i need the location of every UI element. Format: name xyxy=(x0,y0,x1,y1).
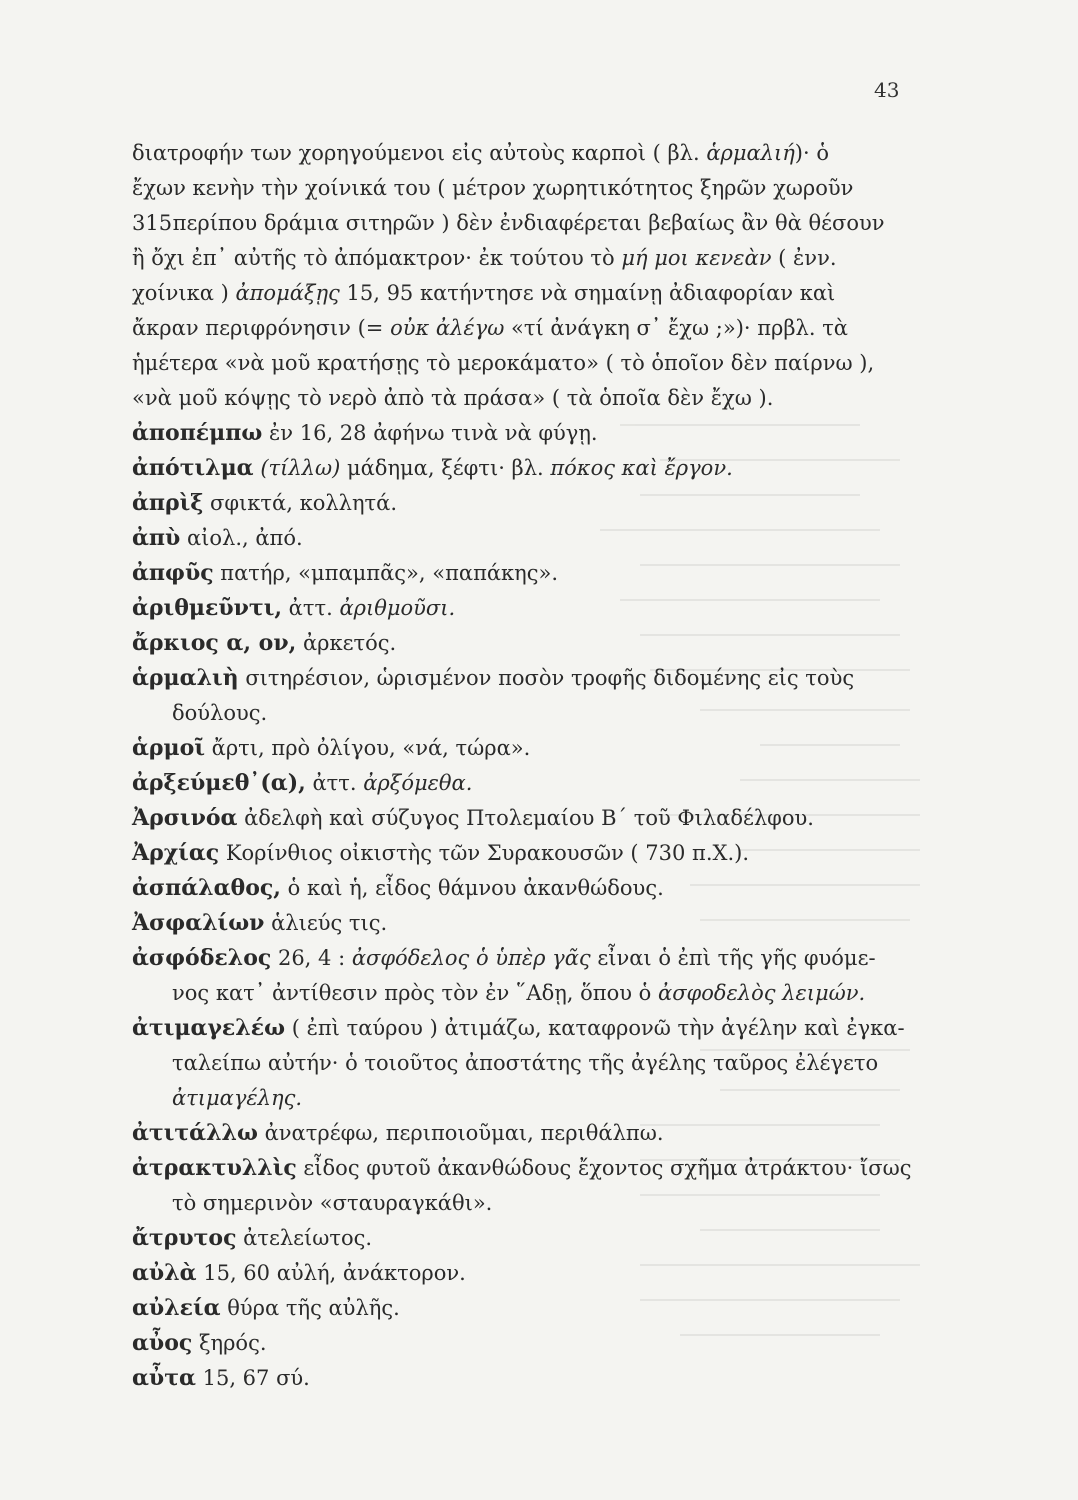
headword: αὖος xyxy=(132,1330,193,1356)
line-text: αἰολ., ἀπό. xyxy=(180,526,303,550)
italic-quote: ἀπομάξῃς xyxy=(235,281,340,305)
italic-quote: ἁρμαλιή xyxy=(706,141,795,165)
line-text: σφικτά, κολλητά. xyxy=(203,491,398,515)
line-text: δούλους. xyxy=(172,701,268,725)
headword: ἀπότιλμα xyxy=(132,455,254,481)
line-text: ὁ καὶ ἡ, εἶδος θάμνου ἀκανθώδους. xyxy=(280,876,664,900)
line-text: ἁλιεύς τις. xyxy=(264,911,388,935)
line-text: Κορίνθιος οἰκιστὴς τῶν Συρακουσῶν ( 730 π.Χ.). xyxy=(219,841,750,865)
line-text: νος κατ᾽ ἀντίθεσιν πρὸς τὸν ἐν ῞Αδῃ, ὅπου ὁ xyxy=(172,981,659,1005)
line-text: μάδημα, ξέφτι· βλ. xyxy=(340,456,551,480)
italic-quote: μή μοι κενεὰν xyxy=(621,246,772,270)
italic-quote: ἀριθμοῦσι. xyxy=(339,596,456,620)
headword: ἀτιτάλλω xyxy=(132,1120,258,1146)
headword: ἀπφῦς xyxy=(132,560,214,586)
text-line xyxy=(132,1153,911,1183)
text-line xyxy=(132,348,874,378)
line-text: τὸ σημερινὸν «σταυραγκάθι». xyxy=(172,1191,493,1215)
page-number: 43 xyxy=(874,78,900,102)
headword: ἁρμαλιὴ xyxy=(132,665,239,691)
line-text: ἀττ. xyxy=(282,596,340,620)
italic-quote: ἀσφοδελὸς λειμών. xyxy=(658,981,866,1005)
text-line xyxy=(132,488,397,518)
text-line xyxy=(132,173,853,203)
line-text: περίπου δράμια σιτηρῶν ) δὲν ἐνδιαφέρεται βεβαίως ἂν θὰ θέσουν xyxy=(166,211,885,235)
line-text: χοίνικα ) xyxy=(132,281,236,305)
italic-quote: πόκος καὶ ἔργον. xyxy=(550,456,733,480)
headword: ἀπρὶξ xyxy=(132,490,204,516)
text-line xyxy=(132,313,848,343)
text-line xyxy=(132,1293,400,1323)
text-line xyxy=(132,1013,905,1043)
line-text: διατροφήν των χορηγούμενοι εἰς αὐτοὺς καρποὶ ( βλ. xyxy=(132,141,707,165)
text-line xyxy=(132,1363,310,1393)
text-line xyxy=(132,523,303,553)
headword: ἀρξεύμεθ᾽(α), xyxy=(132,770,306,796)
headword: αὖτα xyxy=(132,1365,196,1391)
line-text: ἀδελφὴ καὶ σύζυγος Πτολεμαίου Β΄ τοῦ Φιλαδέλφου. xyxy=(237,806,814,830)
text-line xyxy=(172,1188,492,1218)
line-text: ἐν 16, 28 ἀφήνω τινὰ νὰ φύγῃ. xyxy=(262,421,598,445)
line-text: «τί ἀνάγκη σ᾽ ἔχω ;»)· πρβλ. τὰ xyxy=(504,316,848,340)
text-line xyxy=(132,873,664,903)
headword: ἀσπάλαθος, xyxy=(132,875,281,901)
text-line xyxy=(132,138,829,168)
headword: ἀσφόδελος xyxy=(132,945,272,971)
line-text: ἢ ὄχι ἐπ᾽ αὐτῆς τὸ ἀπόμακτρον· ἐκ τούτου τὸ xyxy=(132,246,622,270)
text-line xyxy=(132,803,814,833)
italic-quote: ἀσφόδελος ὁ ὑπὲρ γᾶς xyxy=(351,946,591,970)
text-line xyxy=(132,768,472,798)
text-line xyxy=(132,1223,372,1253)
headword: ἄρκιος α, ον, xyxy=(132,630,297,656)
headword: αὐλεία xyxy=(132,1295,221,1321)
line-text: θύρα τῆς αὐλῆς. xyxy=(220,1296,400,1320)
line-text: εἶναι ὁ ἐπὶ τῆς γῆς φυόμε- xyxy=(590,946,876,970)
italic-quote: οὐκ ἀλέγω xyxy=(390,316,505,340)
line-text: «νὰ μοῦ κόψῃς τὸ νερὸ ἀπὸ τὰ πράσα» ( τὰ ὁποῖα δὲν ἔχω ). xyxy=(132,386,774,410)
text-line xyxy=(132,278,835,308)
text-line xyxy=(132,558,558,588)
text-line xyxy=(132,1118,664,1148)
headword: ἀτρακτυλλὶς xyxy=(132,1155,297,1181)
line-text: ( ἐπὶ ταύρου ) ἀτιμάζω, καταφρονῶ τὴν ἀγέλην καὶ ἐγκα- xyxy=(285,1016,905,1040)
text-line xyxy=(132,943,876,973)
line-text: ξηρός. xyxy=(192,1331,267,1355)
headword: ἄτρυτος xyxy=(132,1225,237,1251)
text-line xyxy=(132,593,455,623)
text-line xyxy=(172,978,865,1008)
line-number: 315 xyxy=(132,211,173,235)
headword: ἀριθμεῦντι, xyxy=(132,595,282,621)
line-text: ἄρτι, πρὸ ὀλίγου, «νά, τώρα». xyxy=(204,736,531,760)
headword: ἀπὺ xyxy=(132,525,181,551)
headword: Ἀρχίας xyxy=(132,840,220,866)
line-text: ἀτελείωτος. xyxy=(236,1226,373,1250)
line-text: ἀττ. xyxy=(305,771,364,795)
line-text: ἄκραν περιφρόνησιν (= xyxy=(132,316,391,340)
text-line xyxy=(132,418,598,448)
headword: αὐλὰ xyxy=(132,1260,197,1286)
line-text: 15, 95 κατήντησε νὰ σημαίνῃ ἀδιαφορίαν καὶ xyxy=(339,281,836,305)
headword: ἁρμοῖ xyxy=(132,735,205,761)
line-text: ἀνατρέφω, περιποιοῦμαι, περιθάλπω. xyxy=(257,1121,664,1145)
text-line xyxy=(132,908,387,938)
headword: ἀτιμαγελέω xyxy=(132,1015,286,1041)
text-line xyxy=(172,698,267,728)
headword: Ἀσφαλίων xyxy=(132,910,265,936)
line-text: εἶδος φυτοῦ ἀκανθώδους ἔχοντος σχῆμα ἀτράκτου· ἴσως xyxy=(296,1156,912,1180)
text-line xyxy=(132,838,749,868)
text-line xyxy=(172,1083,302,1113)
line-text: ἀρκετός. xyxy=(296,631,397,655)
text-line xyxy=(132,383,773,413)
text-line xyxy=(132,733,530,763)
text-line xyxy=(132,628,396,658)
line-text: ταλείπω αὐτήν· ὁ τοιοῦτος ἀποστάτης τῆς ἀγέλης ταῦρος ἐλέγετο xyxy=(172,1051,879,1075)
italic-quote: ἀτιμαγέλης. xyxy=(172,1086,303,1110)
line-text: ( ἐνν. xyxy=(771,246,837,270)
line-text: ἔχων κενὴν τὴν χοίνικά του ( μέτρον χωρητικότητος ξηρῶν χωροῦν xyxy=(132,176,854,200)
text-line xyxy=(132,1328,267,1358)
line-text: σιτηρέσιον, ὡρισμένον ποσὸν τροφῆς διδομένης εἰς τοὺς xyxy=(238,666,855,690)
line-text: )· ὁ xyxy=(794,141,829,165)
italic-quote: (τίλλω) xyxy=(260,456,341,480)
italic-quote: ἀρξόμεθα. xyxy=(363,771,473,795)
text-line xyxy=(132,453,733,483)
text-line xyxy=(132,243,837,273)
line-text: ἡμέτερα «νὰ μοῦ κρατήσῃς τὸ μεροκάματο» ( τὸ ὁποῖον δὲν παίρνω ), xyxy=(132,351,875,375)
line-text: 26, 4 : xyxy=(271,946,352,970)
line-text: 15, 60 αὐλή, ἀνάκτορον. xyxy=(196,1261,466,1285)
text-line xyxy=(172,1048,878,1078)
line-text: 15, 67 σύ. xyxy=(195,1366,310,1390)
headword: Ἀρσινόα xyxy=(132,805,238,831)
text-line xyxy=(132,663,854,693)
text-line xyxy=(132,208,885,238)
text-line xyxy=(132,1258,466,1288)
line-text: πατήρ, «μπαμπᾶς», «παπάκης». xyxy=(213,561,559,585)
headword: ἀποπέμπω xyxy=(132,420,263,446)
